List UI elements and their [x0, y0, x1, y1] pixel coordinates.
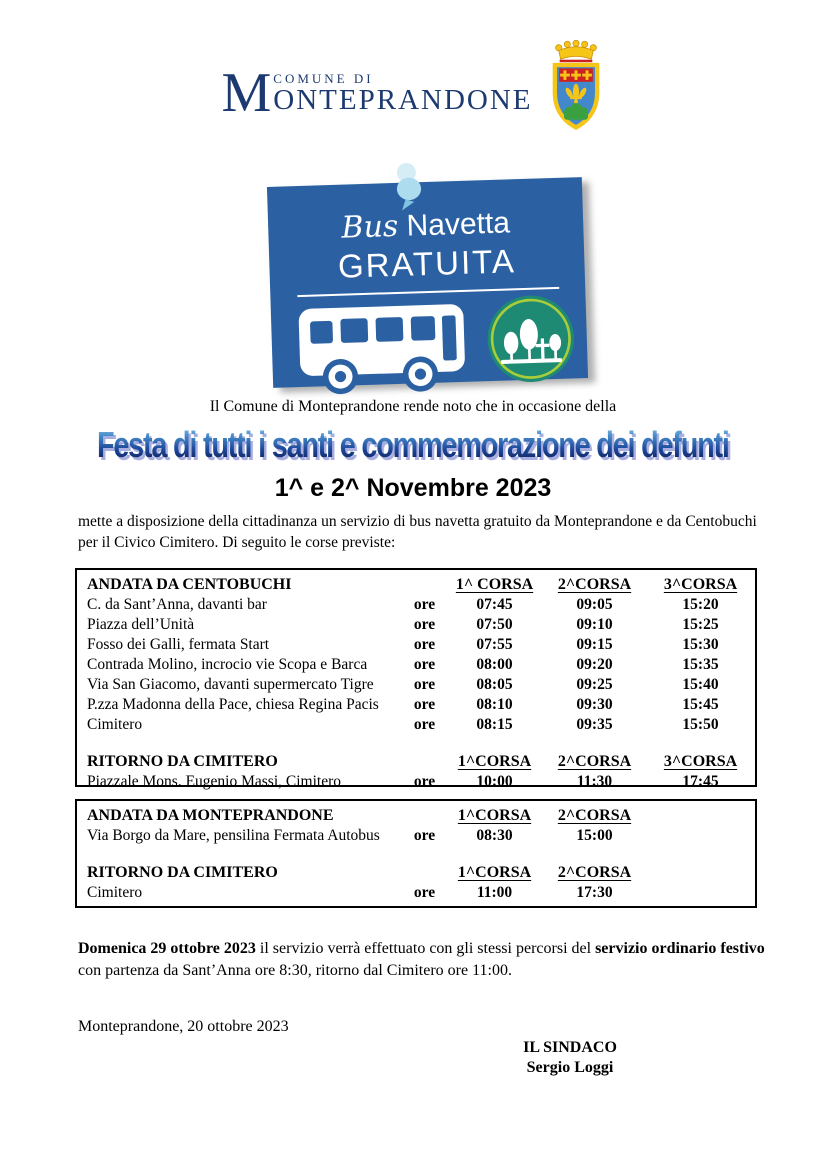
time-cell: 11:30: [576, 773, 613, 790]
time-cell: 08:15: [476, 716, 513, 733]
table-header-row: [87, 863, 745, 883]
stop-name: Piazzale Mons. Eugenio Massi, Cimitero: [87, 773, 341, 790]
note-bold-date: Domenica 29 ottobre 2023: [78, 940, 256, 957]
table-row: [87, 675, 745, 695]
column-header: 1^CORSA: [457, 864, 532, 881]
time-cell: 17:45: [682, 773, 719, 790]
intro-line: Il Comune di Monteprandone rende noto che in occasione della: [209, 398, 617, 415]
table-row: [87, 883, 745, 903]
time-cell: 07:55: [476, 636, 513, 653]
event-title-text: Festa di tutti i santi e commemorazione dei defunti: [97, 424, 729, 465]
table-row: [87, 695, 745, 715]
column-header: 3^CORSA: [663, 753, 738, 770]
bus-word: Bus: [340, 208, 399, 246]
logo-text-column: [273, 72, 532, 115]
time-cell: 15:30: [682, 636, 719, 653]
column-header: 2^CORSA: [557, 753, 632, 770]
table-row: [87, 635, 745, 655]
ore-label: ore: [413, 696, 436, 713]
column-header: 1^CORSA: [457, 753, 532, 770]
time-cell: 09:25: [576, 676, 613, 693]
ore-label: ore: [413, 676, 436, 693]
time-cell: 07:50: [476, 616, 513, 633]
stop-name: Piazza dell’Unità: [87, 616, 195, 633]
column-header: 1^ CORSA: [455, 576, 534, 593]
signature-role: IL SINDACO: [523, 1039, 617, 1056]
timetable-centobuchi: [75, 568, 757, 790]
time-cell: 09:35: [576, 716, 613, 733]
stop-name: Fosso dei Galli, fermata Start: [87, 636, 270, 653]
ore-label: ore: [413, 596, 436, 613]
logo-comune-di: COMUNE DI: [273, 71, 374, 86]
time-cell: 08:00: [476, 656, 513, 673]
note-text-1: il servizio verrà effettuato con gli stessi percorsi del: [255, 940, 596, 957]
event-dates: 1^ e 2^ Novembre 2023: [274, 474, 552, 502]
spacer-row: [87, 846, 745, 863]
time-cell: 08:10: [476, 696, 513, 713]
note-bold-service: servizio ordinario festivo: [595, 940, 765, 957]
column-header: 2^CORSA: [557, 864, 632, 881]
navetta-word: Navetta: [397, 206, 511, 243]
stop-name: Via Borgo da Mare, pensilina Fermata Autobus: [87, 827, 380, 844]
stop-name: C. da Sant’Anna, davanti bar: [87, 596, 267, 613]
section-header: RITORNO DA CIMITERO: [87, 864, 278, 881]
pushpin-icon: [390, 158, 428, 223]
logo-name-rest: ONTEPRANDONE: [273, 84, 533, 116]
time-cell: 15:20: [682, 596, 719, 613]
ore-label: ore: [413, 884, 436, 901]
time-cell: 11:00: [476, 884, 513, 901]
time-cell: 15:40: [682, 676, 719, 693]
stop-name: Cimitero: [87, 884, 143, 901]
column-header: 2^CORSA: [557, 807, 632, 824]
table-header-row: [87, 806, 745, 826]
column-header: 2^CORSA: [557, 576, 632, 593]
table-header-row: [87, 575, 745, 595]
stop-name: P.zza Madonna della Pace, chiesa Regina Pacis: [87, 696, 379, 713]
card-icons-row: [271, 292, 589, 403]
time-cell: 09:30: [576, 696, 613, 713]
banner-area: [0, 158, 826, 403]
ore-label: ore: [413, 616, 436, 633]
ore-label: ore: [413, 827, 436, 844]
column-header: 1^CORSA: [457, 807, 532, 824]
table-row: [87, 615, 745, 635]
table-row: [87, 772, 745, 792]
event-title: [0, 424, 826, 466]
spacer-row: [87, 735, 745, 752]
time-cell: 09:15: [576, 636, 613, 653]
ore-label: ore: [413, 773, 436, 790]
table-row: [87, 826, 745, 846]
time-cell: 09:20: [576, 656, 613, 673]
time-cell: 15:25: [682, 616, 719, 633]
logo-initial: M: [221, 62, 272, 124]
time-cell: 15:45: [682, 696, 719, 713]
municipal-coat-of-arms-icon: [547, 40, 605, 145]
stop-name: Cimitero: [87, 716, 143, 733]
table-header-row: [87, 752, 745, 772]
bus-icon: [297, 295, 480, 402]
section-header: ANDATA DA MONTEPRANDONE: [87, 807, 334, 824]
time-cell: 15:00: [576, 827, 613, 844]
column-header: 3^CORSA: [663, 576, 738, 593]
time-cell: 07:45: [476, 596, 513, 613]
table-row: [87, 595, 745, 615]
municipality-logo: [0, 40, 826, 145]
time-cell: 08:05: [476, 676, 513, 693]
time-cell: 10:00: [476, 773, 513, 790]
time-cell: 09:05: [576, 596, 613, 613]
service-description: mette a disposizione della cittadinanza un servizio di bus navetta gratuito da Monteprandone e da Centobuchi per il Civico Cimitero. Di seguito le corse previste:: [78, 513, 757, 552]
time-cell: 08:30: [476, 827, 513, 844]
time-cell: 15:35: [682, 656, 719, 673]
sunday-service-note: [78, 938, 770, 983]
ore-label: ore: [413, 636, 436, 653]
table-row: [87, 715, 745, 735]
time-cell: 17:30: [576, 884, 613, 901]
card-title-line2: GRATUITA: [337, 242, 517, 285]
timetable-monteprandone: [75, 799, 757, 908]
municipality-name: [221, 62, 533, 124]
cemetery-trees-cross-icon: [484, 292, 577, 390]
signature-block: [440, 1038, 700, 1077]
table-row: [87, 655, 745, 675]
section-header: RITORNO DA CIMITERO: [87, 753, 278, 770]
ore-label: ore: [413, 716, 436, 733]
section-header: ANDATA DA CENTOBUCHI: [87, 576, 292, 593]
signature-name: Sergio Loggi: [526, 1058, 614, 1076]
ore-label: ore: [413, 656, 436, 673]
time-cell: 09:10: [576, 616, 613, 633]
place-dateline: Monteprandone, 20 ottobre 2023: [78, 1018, 289, 1035]
note-text-2: con partenza da Sant’Anna ore 8:30, ritorno dal Cimitero ore 11:00.: [78, 962, 512, 980]
stop-name: Via San Giacomo, davanti supermercato Tigre: [87, 676, 374, 693]
stop-name: Contrada Molino, incrocio vie Scopa e Barca: [87, 656, 368, 673]
time-cell: 15:50: [682, 716, 719, 733]
